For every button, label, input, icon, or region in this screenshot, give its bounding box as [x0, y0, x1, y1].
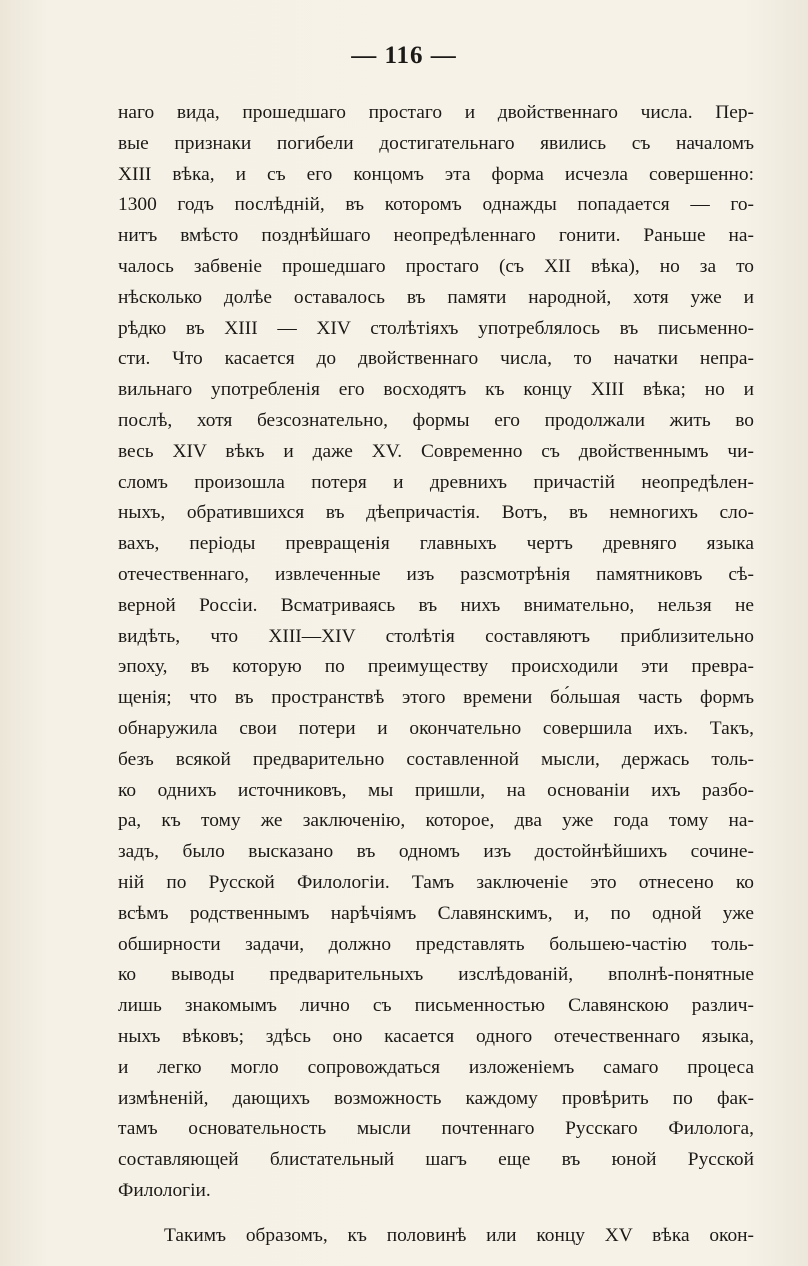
text-line: нѣсколько долѣе оставалось въ памяти народной, хотя уже и — [118, 286, 754, 308]
text-line: лишь знакомымъ лично съ письменностью Славянскою различ- — [118, 995, 754, 1017]
paragraph-2 — [118, 1221, 754, 1252]
text-line: рѣдко въ XIII — XIV столѣтiяхъ употреблялось въ письменно- — [118, 317, 754, 339]
text-line: измѣненiй, дающихъ возможность каждому провѣрить по фак- — [118, 1087, 754, 1109]
text-line: ко выводы предварительныхъ изслѣдованiй, вполнѣ-понятные — [118, 964, 754, 986]
text-line: безъ всякой предварительно составленной мысли, держась толь- — [118, 748, 754, 770]
text-line: послѣ, хотя безсознательно, формы его продолжали жить во — [118, 409, 754, 431]
text-line: весь XIV вѣкъ и даже XV. Современно съ двойственнымъ чи- — [118, 440, 754, 462]
text-line: вые признаки погибели достигательнаго явились съ началомъ — [118, 132, 754, 154]
text-line: составляющей блистательный шагъ еще въ юной Русской — [118, 1149, 754, 1171]
text-line: ко однихъ источниковъ, мы пришли, на основанiи ихъ разбо- — [118, 779, 754, 801]
text-line: наго вида, прошедшаго простаго и двойственнаго числа. Пер- — [118, 102, 754, 123]
text-line: ныхъ, обратившихся въ дѣепричастiя. Вотъ, въ немногихъ сло- — [118, 502, 754, 524]
page-number: — 116 — — [351, 42, 457, 69]
text-line: верной Россiи. Всматриваясь въ нихъ внимательно, нельзя не — [118, 594, 754, 616]
text-line: Филологiи. — [118, 1179, 211, 1201]
text-line: отечественнаго, извлеченные изъ разсмотрѣнiя памятниковъ сѣ- — [118, 563, 754, 585]
text-line: вильнаго употребленiя его восходятъ къ концу XIII вѣка; но и — [118, 379, 754, 401]
text-line: и легко могло сопровождаться изложенiемъ самаго процеса — [118, 1056, 754, 1078]
text-line: ра, къ тому же заключенiю, которое, два уже года тому на- — [118, 810, 754, 832]
text-line: 1300 годъ послѣднiй, въ которомъ однажды попадается — го- — [118, 194, 754, 216]
text-line: Такимъ образомъ, къ половинѣ или концу XV вѣка окон- — [164, 1224, 754, 1246]
paragraph-gap — [118, 1207, 754, 1221]
text-line: эпоху, въ которую по преимуществу происходили эти превра- — [118, 656, 754, 678]
text-line: чалось забвенiе прошедшаго простаго (съ XII вѣка), но за то — [118, 255, 754, 277]
text-line: ныхъ вѣковъ; здѣсь оно касается одного отечественнаго языка, — [118, 1025, 754, 1047]
text-line: сти. Что касается до двойственнаго числа, то начатки непра- — [118, 348, 754, 370]
text-line: тамъ основательность мысли почтеннаго Русскаго Филолога, — [118, 1118, 754, 1140]
text-line: обнаружила свои потери и окончательно совершила ихъ. Такъ, — [118, 717, 754, 739]
text-line: щенiя; что въ пространствѣ этого времени бо́льшая часть формъ — [118, 687, 754, 709]
paragraph-1 — [118, 98, 754, 1207]
text-line: вахъ, перiоды превращенiя главныхъ чертъ древняго языка — [118, 533, 754, 555]
text-line: обширности задачи, должно представлять большею-частiю толь- — [118, 933, 754, 955]
text-line: всѣмъ родственнымъ нарѣчiямъ Славянскимъ, и, по одной уже — [118, 902, 754, 924]
text-line: задъ, было высказано въ одномъ изъ достойнѣйшихъ сочине- — [118, 841, 754, 863]
text-line: нитъ вмѣсто позднѣйшаго неопредѣленнаго гонити. Раньше на- — [118, 225, 754, 247]
text-line: нiй по Русской Филологiи. Тамъ заключенiе это отнесено ко — [118, 871, 754, 893]
text-line: видѣть, что XIII—XIV столѣтiя составляютъ приблизительно — [118, 625, 754, 647]
text-line: сломъ произошла потеря и древнихъ причастiй неопредѣлен- — [118, 471, 754, 493]
text-line: XIII вѣка, и съ его концомъ эта форма исчезла совершенно: — [118, 163, 754, 185]
body-text — [118, 98, 754, 1251]
